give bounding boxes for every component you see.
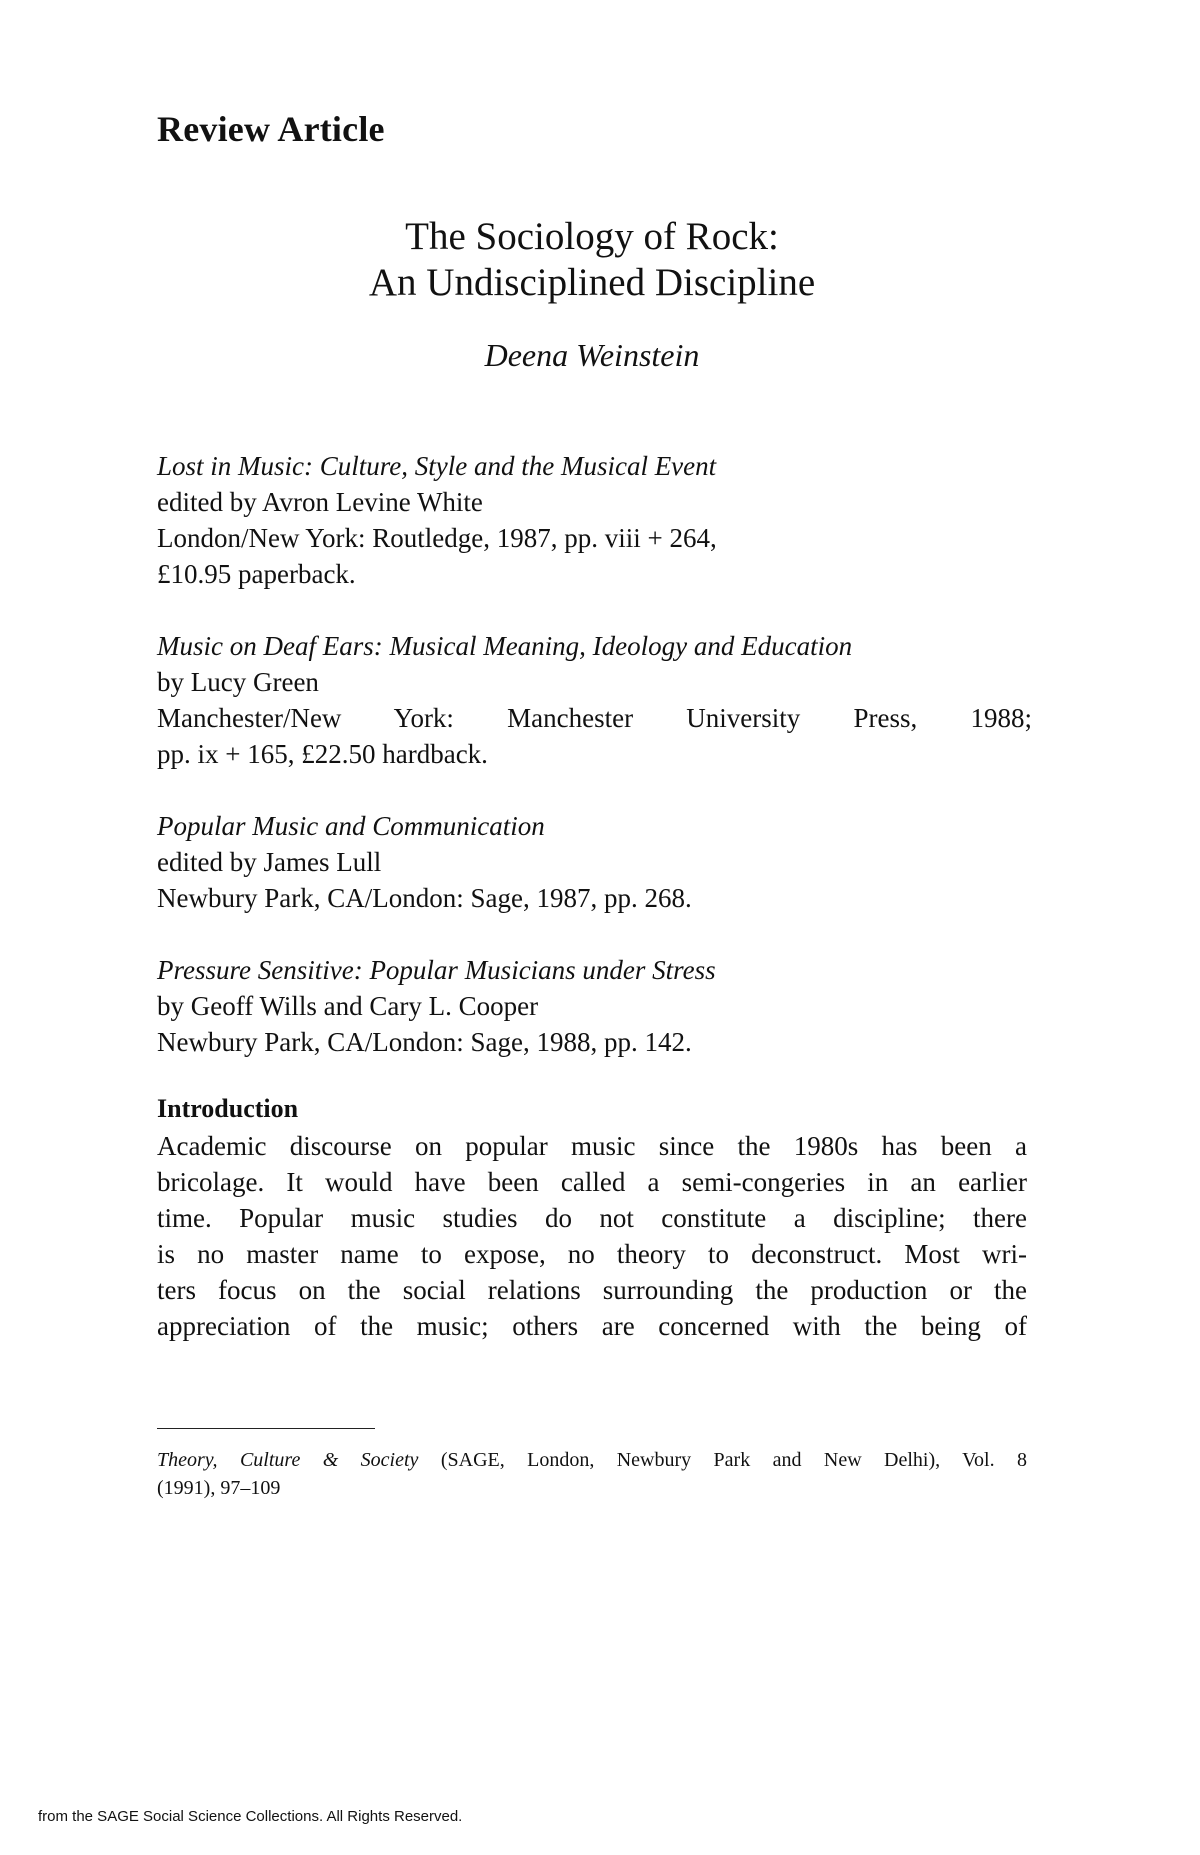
book-publisher: Newbury Park, CA/London: Sage, 1987, pp. 268.	[157, 883, 692, 913]
citation-publisher: (SAGE, London, Newbury Park and New Delhi), Vol. 8	[418, 1449, 1028, 1471]
book-title: Pressure Sensitive: Popular Musicians under Stress	[157, 955, 716, 985]
section-label: Review Article	[157, 109, 385, 149]
reviewed-book	[157, 448, 1032, 592]
reviewed-books-list	[157, 448, 1032, 1096]
article-title-line-2: An Undisciplined Discipline	[368, 261, 816, 304]
reviewed-book	[157, 952, 1032, 1060]
book-publisher: Newbury Park, CA/London: Sage, 1988, pp. 142.	[157, 1027, 692, 1057]
book-editor: edited by James Lull	[157, 847, 382, 877]
citation-pages: (1991), 97–109	[157, 1477, 281, 1499]
journal-citation	[157, 1446, 1027, 1502]
article-title	[157, 214, 1027, 306]
introduction-line: ters focus on the social relations surrounding the production or the	[157, 1275, 1027, 1305]
book-publisher: London/New York: Routledge, 1987, pp. viii + 264,	[157, 523, 717, 553]
book-price: £10.95 paperback.	[157, 559, 356, 589]
citation-line-1	[157, 1446, 1027, 1474]
introduction-line: appreciation of the music; others are concerned with the being of	[157, 1311, 1027, 1341]
book-title: Popular Music and Communication	[157, 811, 545, 841]
introduction-line: bricolage. It would have been called a semi-congeries in an earlier	[157, 1167, 1027, 1197]
reviewed-book	[157, 808, 1032, 916]
book-author: by Lucy Green	[157, 667, 319, 697]
introduction-line: is no master name to expose, no theory to deconstruct. Most wri-	[157, 1239, 1027, 1269]
reviewed-book	[157, 628, 1032, 772]
book-editor: edited by Avron Levine White	[157, 487, 483, 517]
copyright-footer: from the SAGE Social Science Collections. All Rights Reserved.	[38, 1808, 463, 1825]
introduction-body	[157, 1128, 1027, 1344]
footnote-divider	[157, 1428, 375, 1429]
introduction-line: time. Popular music studies do not constitute a discipline; there	[157, 1203, 1027, 1233]
book-price: pp. ix + 165, £22.50 hardback.	[157, 739, 488, 769]
article-title-line-1: The Sociology of Rock:	[405, 215, 779, 258]
book-author: by Geoff Wills and Cary L. Cooper	[157, 991, 539, 1021]
introduction-line: Academic discourse on popular music since the 1980s has been a	[157, 1131, 1027, 1161]
journal-name: Theory, Culture & Society	[157, 1449, 419, 1471]
article-author: Deena Weinstein	[484, 337, 700, 373]
book-title: Music on Deaf Ears: Musical Meaning, Ideology and Education	[157, 631, 853, 661]
book-publisher: Manchester/New York: Manchester University Press, 1988;	[157, 703, 1032, 733]
introduction-heading: Introduction	[157, 1094, 299, 1123]
book-title: Lost in Music: Culture, Style and the Musical Event	[157, 451, 717, 481]
